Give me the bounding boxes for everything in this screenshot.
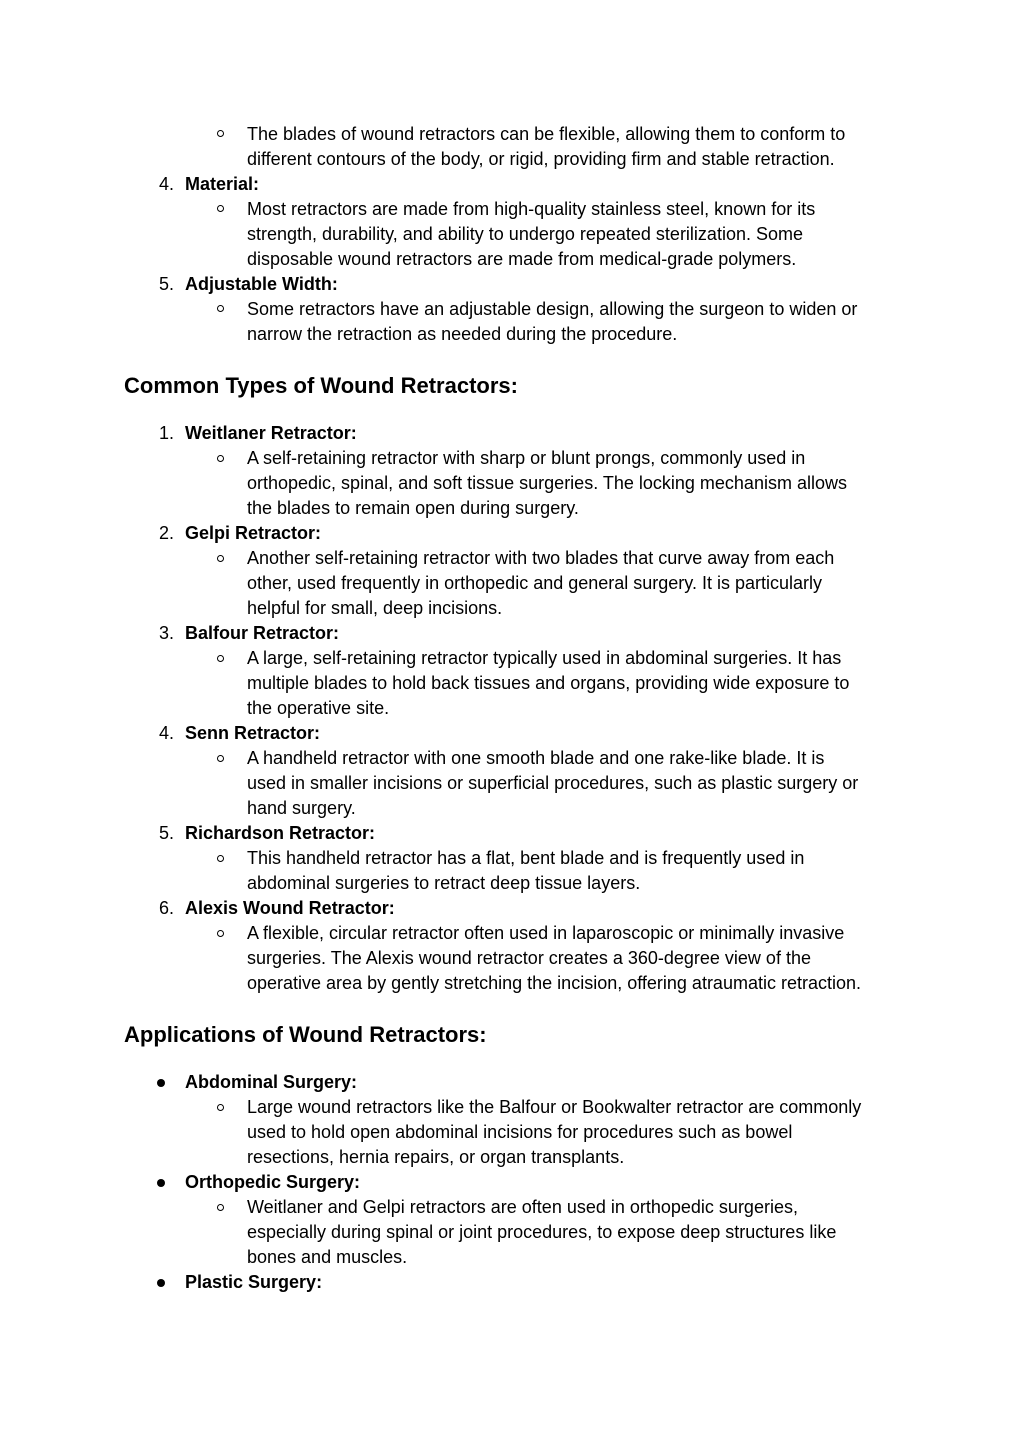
list-text-line: used to hold open abdominal incisions for procedures such as bowel: [247, 1122, 793, 1142]
list-text-line: A self-retaining retractor with sharp or blunt prongs, commonly used in: [247, 448, 806, 468]
list-text-line: different contours of the body, or rigid, providing firm and stable retraction.: [247, 149, 835, 169]
list-text-line: abdominal surgeries to retract deep tissue layers.: [247, 873, 641, 893]
list-number: 4.: [158, 723, 174, 743]
list-text-line: A flexible, circular retractor often used in laparoscopic or minimally invasive: [247, 923, 845, 943]
list-text-line: A large, self-retaining retractor typically used in abdominal surgeries. It has: [247, 648, 842, 668]
list-number: 6.: [158, 898, 174, 918]
sub-bullet-icon: [217, 930, 224, 937]
section-heading: Common Types of Wound Retractors:: [124, 373, 518, 398]
list-item-title: Senn Retractor:: [185, 723, 321, 743]
list-text-line: The blades of wound retractors can be flexible, allowing them to conform to: [247, 124, 846, 144]
list-text-line: Most retractors are made from high-quality stainless steel, known for its: [247, 199, 816, 219]
section-heading: Applications of Wound Retractors:: [124, 1022, 487, 1047]
list-item-title: Alexis Wound Retractor:: [185, 898, 395, 918]
list-text-line: narrow the retraction as needed during the procedure.: [247, 324, 678, 344]
list-text-line: other, used frequently in orthopedic and general surgery. It is particularly: [247, 573, 822, 593]
list-text-line: resections, hernia repairs, or organ transplants.: [247, 1147, 625, 1167]
list-number: 2.: [158, 523, 174, 543]
bullet-icon: [157, 1179, 165, 1187]
list-text-line: orthopedic, spinal, and soft tissue surgeries. The locking mechanism allows: [247, 473, 847, 493]
list-text-line: bones and muscles.: [247, 1247, 408, 1267]
list-item-title: Plastic Surgery:: [185, 1272, 323, 1292]
list-text-line: Weitlaner and Gelpi retractors are often used in orthopedic surgeries,: [247, 1197, 798, 1217]
list-item-title: Material:: [185, 174, 260, 194]
list-text-line: Large wound retractors like the Balfour or Bookwalter retractor are commonly: [247, 1097, 862, 1117]
list-text-line: the operative site.: [247, 698, 390, 718]
list-item-title: Orthopedic Surgery:: [185, 1172, 361, 1192]
list-number: 3.: [158, 623, 174, 643]
list-number: 4.: [158, 174, 174, 194]
sub-bullet-icon: [217, 655, 224, 662]
list-item-title: Adjustable Width:: [185, 274, 338, 294]
sub-bullet-icon: [217, 455, 224, 462]
list-text-line: especially during spinal or joint procedures, to expose deep structures like: [247, 1222, 837, 1242]
sub-bullet-icon: [217, 855, 224, 862]
list-text-line: the blades to remain open during surgery.: [247, 498, 579, 518]
list-item-title: Weitlaner Retractor:: [185, 423, 357, 443]
sub-bullet-icon: [217, 130, 224, 137]
sub-bullet-icon: [217, 1204, 224, 1211]
sub-bullet-icon: [217, 205, 224, 212]
sub-bullet-icon: [217, 1104, 224, 1111]
list-text-line: helpful for small, deep incisions.: [247, 598, 503, 618]
list-item-title: Balfour Retractor:: [185, 623, 340, 643]
list-text-line: Another self-retaining retractor with two blades that curve away from each: [247, 548, 835, 568]
sub-bullet-icon: [217, 755, 224, 762]
list-item-title: Abdominal Surgery:: [185, 1072, 358, 1092]
list-text-line: surgeries. The Alexis wound retractor creates a 360-degree view of the: [247, 948, 811, 968]
list-text-line: multiple blades to hold back tissues and organs, providing wide exposure to: [247, 673, 850, 693]
list-number: 1.: [158, 423, 174, 443]
list-item-title: Gelpi Retractor:: [185, 523, 322, 543]
list-text-line: Some retractors have an adjustable design, allowing the surgeon to widen or: [247, 299, 858, 319]
bullet-icon: [157, 1279, 165, 1287]
list-number: 5.: [158, 274, 174, 294]
list-text-line: operative area by gently stretching the incision, offering atraumatic retraction.: [247, 973, 861, 993]
list-text-line: A handheld retractor with one smooth blade and one rake-like blade. It is: [247, 748, 825, 768]
list-item-title: Richardson Retractor:: [185, 823, 376, 843]
list-text-line: used in smaller incisions or superficial procedures, such as plastic surgery or: [247, 773, 859, 793]
list-number: 5.: [158, 823, 174, 843]
bullet-icon: [157, 1079, 165, 1087]
sub-bullet-icon: [217, 555, 224, 562]
list-text-line: This handheld retractor has a flat, bent blade and is frequently used in: [247, 848, 805, 868]
sub-bullet-icon: [217, 305, 224, 312]
list-text-line: hand surgery.: [247, 798, 356, 818]
list-text-line: strength, durability, and ability to undergo repeated sterilization. Some: [247, 224, 803, 244]
list-text-line: disposable wound retractors are made from medical-grade polymers.: [247, 249, 797, 269]
